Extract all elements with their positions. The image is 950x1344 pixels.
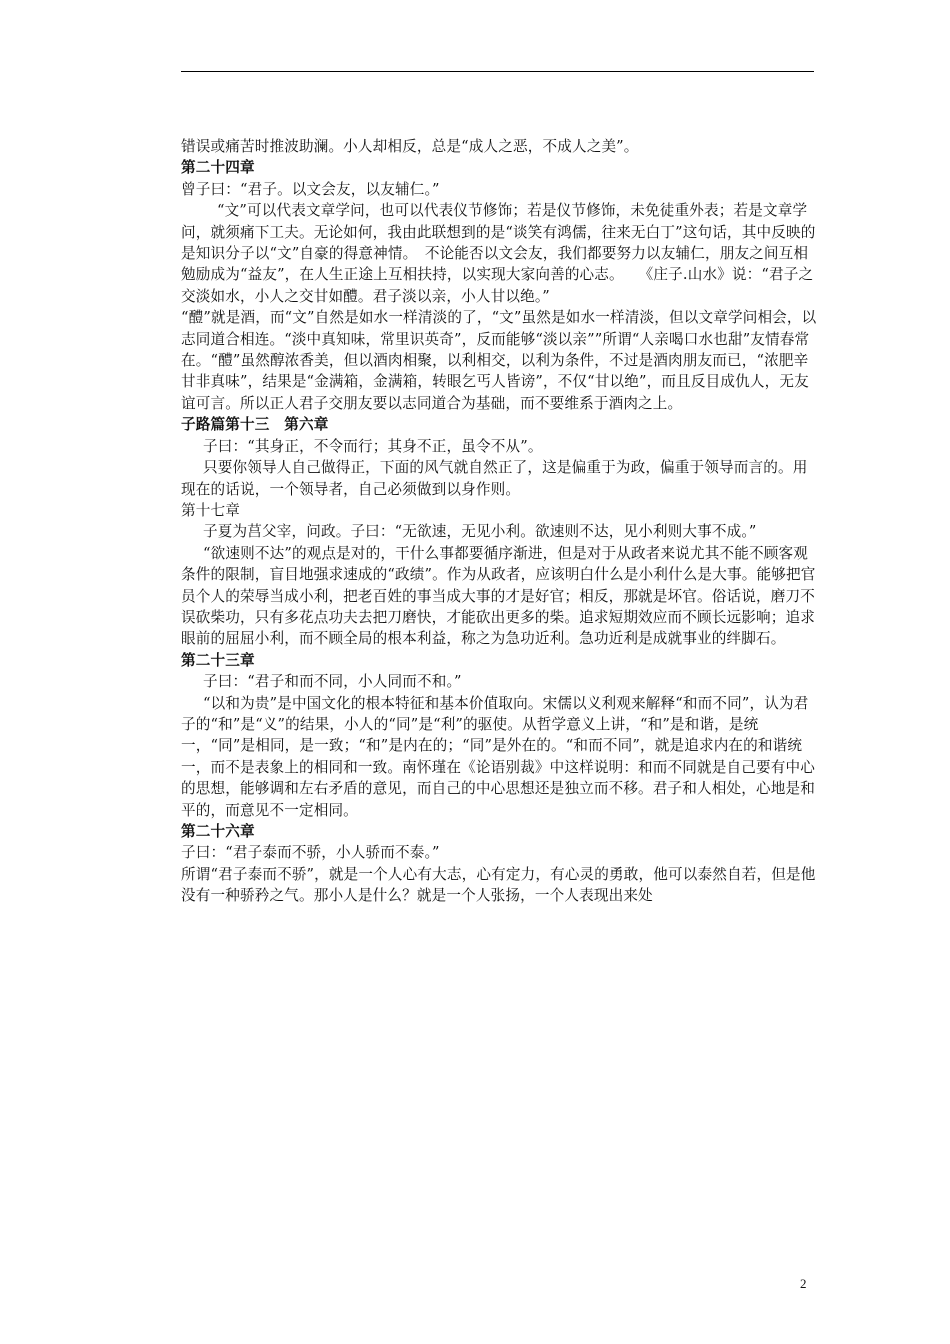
quote-line: 子曰：“君子泰而不骄，小人骄而不泰。” — [181, 844, 440, 862]
quote-line: 子曰：“君子和而不同，小人同而不和。” — [203, 673, 462, 691]
chapter-heading: 第二十四章 — [181, 159, 255, 177]
page-number: 2 — [800, 1276, 807, 1291]
paragraph: “以和为贵”是中国文化的根本特征和基本价值取向。宋儒以义利观来解释“和而不同”，认为君子的“和”是“义”的结果，小人的“同”是“利”的驱使。从哲学意义上讲，“和”是和谐，是统一，“同”是相同，是一致；“和”是内在的；“同”是外在的。“和而不同”，就是追求内在的和谐统一，而不是表象上的相同和一致。南怀瑾在《论语别裁》中这样说明：和而不同就是自己要有中心的思想，能够调和左右矛盾的意见，而自己的中心思想还是独立而不移。君子和人相处，心地是和平的，而意见不一定相同。 — [181, 694, 815, 819]
chapter-heading-plain: 第十七章 — [181, 501, 240, 519]
chapter-heading: 子路篇第十三 第六章 — [181, 416, 329, 434]
quote-line: 子夏为莒父宰，问政。子曰：“无欲速，无见小利。欲速则不达，见小利则大事不成。” — [203, 523, 757, 541]
chapter-heading: 第二十三章 — [181, 651, 255, 669]
quote-line: 子曰：“其身正，不令而行；其身不正，虽令不从”。 — [203, 437, 543, 455]
paragraph: “文”可以代表文章学问，也可以代表仪节修饰；若是仪节修饰，未免徒重外表；若是文章学问，就须痛下工夫。无论如何，我由此联想到的是“谈笑有鸿儒，往来无白丁”这句话，其中反映的是知识分子以“文”自豪的得意神情。 不论能否以文会友，我们都要努力以友辅仁，朋友之间互相勉励成为“益友”，在人生正途上互相扶持，以实现大家向善的心志。 《庄子.山水》说：“君子之交淡如水，小人之交甘如醴。君子淡以亲，小人甘以绝。” — [181, 202, 816, 305]
paragraph: 错误或痛苦时推波助澜。小人却相反，总是“成人之恶，不成人之美”。 — [181, 138, 639, 155]
chapter-heading: 第二十六章 — [181, 823, 255, 840]
document-body — [181, 136, 817, 907]
paragraph: “醴”就是酒，而“文”自然是如水一样清淡的了，“文”虽然是如水一样清淡，但以文章学问相会，以志同道合相连。“淡中真知味，常里识英奇”，反而能够“淡以亲””所谓“人亲喝口水也甜”友情春常在。“醴”虽然醇浓香美，但以酒肉相聚，以利相交，以利为条件，不过是酒肉朋友而已，“浓肥辛甘非真味”，结果是“金满箱，金满箱，转眼乞丐人皆谤”，不仅“甘以绝”，而且反目成仇人，无友谊可言。所以正人君子交朋友要以志同道合为基础，而不要维系于酒肉之上。 — [181, 309, 817, 412]
paragraph: “欲速则不达”的观点是对的，干什么事都要循序渐进，但是对于从政者来说尤其不能不顾客观条件的限制，盲目地强求速成的“政绩”。作为从政者，应该明白什么是小利什么是大事。能够把官员个人的荣辱当成小利，把老百姓的事当成大事的才是好官；相反，那就是坏官。俗话说，磨刀不误砍柴功，只有多花点功夫去把刀磨快，才能砍出更多的柴。追求短期效应而不顾长远影响；追求眼前的屈屈小利，而不顾全局的根本利益，称之为急功近利。急功近利是成就事业的绊脚石。 — [181, 544, 816, 648]
quote-line: 曾子曰：“君子。以文会友，以友辅仁。” — [181, 180, 440, 198]
paragraph: 所谓“君子泰而不骄”，就是一个人心有大志，心有定力，有心灵的勇敢，他可以泰然自若，但是他没有一种骄矜之气。那小人是什么？就是一个人张扬，一个人表现出来处 — [181, 865, 816, 905]
paragraph: 只要你领导人自己做得正，下面的风气就自然正了，这是偏重于为政，偏重于领导而言的。用现在的话说，一个领导者，自己必须做到以身作则。 — [181, 459, 808, 498]
header-rule — [181, 71, 814, 72]
